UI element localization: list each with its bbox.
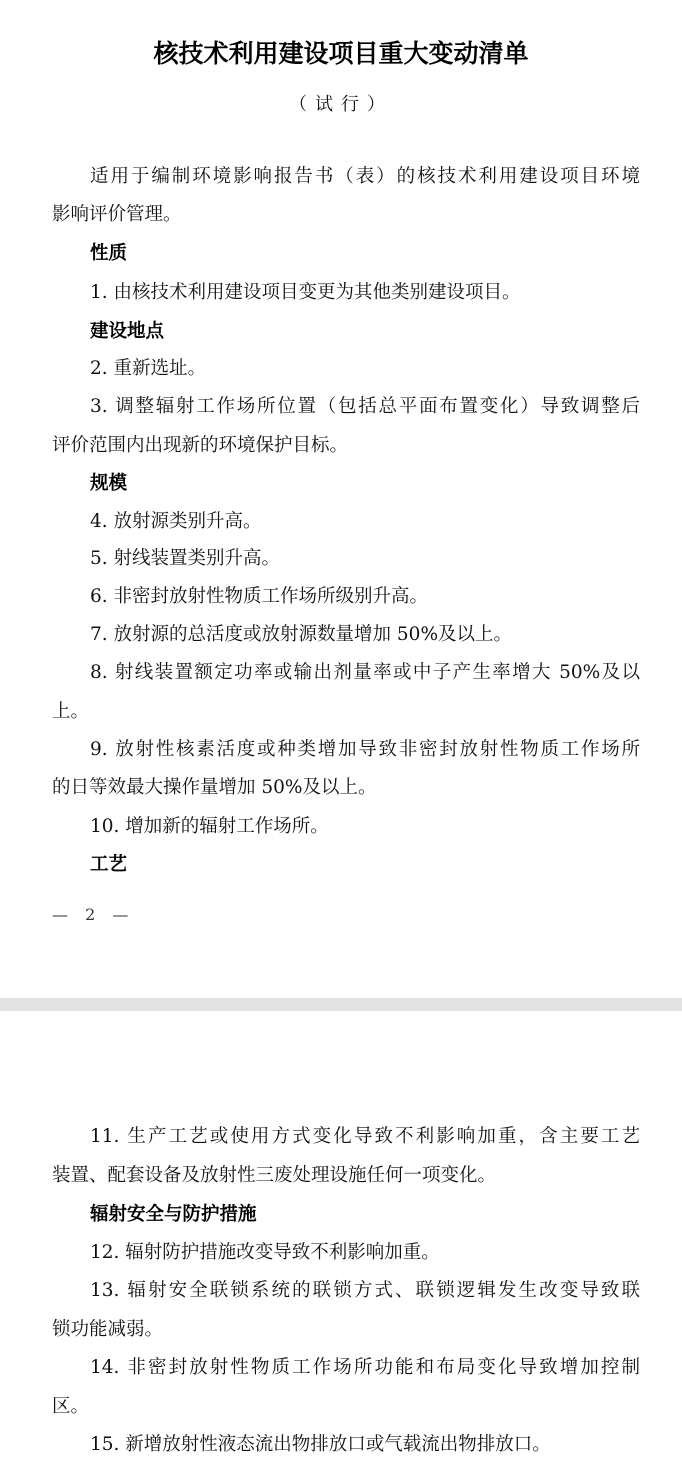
- list-item-9-line-2: 的日等效最大操作量增加 50%及以上。: [52, 777, 377, 798]
- section-heading-scale: 规模: [90, 473, 128, 494]
- list-item-7: 7. 放射源的总活度或放射源数量增加 50%及以上。: [90, 624, 513, 645]
- list-item-10: 10. 增加新的辐射工作场所。: [90, 816, 329, 837]
- list-item-11-line-1: 11. 生产工艺或使用方式变化导致不利影响加重，含主要工艺: [90, 1126, 640, 1147]
- list-item-13-line-1: 13. 辐射安全联锁系统的联锁方式、联锁逻辑发生改变导致联: [90, 1280, 640, 1301]
- list-item-14-line-1: 14. 非密封放射性物质工作场所功能和布局变化导致增加控制: [90, 1357, 640, 1378]
- document-subtitle: （试行）: [289, 94, 393, 115]
- list-item-8-line-1: 8. 射线装置额定功率或输出剂量率或中子产生率增大 50%及以: [90, 662, 640, 683]
- page-number: — 2 —: [52, 905, 135, 924]
- list-item-13-line-2: 锁功能减弱。: [52, 1319, 164, 1340]
- intro-paragraph-line-1: 适用于编制环境影响报告书（表）的核技术利用建设项目环境: [90, 166, 640, 187]
- list-item-14-line-2: 区。: [52, 1396, 90, 1417]
- document-page-2: [0, 1011, 682, 1469]
- document-title: 核技术利用建设项目重大变动清单: [153, 39, 529, 68]
- list-item-2: 2. 重新选址。: [90, 358, 207, 379]
- intro-paragraph-line-2: 影响评价管理。: [52, 204, 182, 225]
- list-item-11-line-2: 装置、配套设备及放射性三废处理设施任何一项变化。: [52, 1165, 497, 1186]
- section-heading-location: 建设地点: [90, 321, 165, 342]
- section-heading-safety: 辐射安全与防护措施: [90, 1204, 257, 1225]
- list-item-5: 5. 射线装置类别升高。: [90, 548, 281, 569]
- list-item-6: 6. 非密封放射性物质工作场所级别升高。: [90, 586, 429, 607]
- list-item-12: 12. 辐射防护措施改变导致不利影响加重。: [90, 1242, 440, 1263]
- list-item-3-line-2: 评价范围内出现新的环境保护目标。: [52, 435, 349, 456]
- list-item-3-line-1: 3. 调整辐射工作场所位置（包括总平面布置变化）导致调整后: [90, 396, 640, 417]
- page-separator: [0, 998, 682, 1011]
- list-item-9-line-1: 9. 放射性核素活度或种类增加导致非密封放射性物质工作场所: [90, 739, 640, 760]
- section-heading-process: 工艺: [90, 854, 128, 875]
- section-heading-nature: 性质: [90, 243, 128, 264]
- list-item-15: 15. 新增放射性液态流出物排放口或气载流出物排放口。: [90, 1434, 551, 1455]
- list-item-4: 4. 放射源类别升高。: [90, 511, 262, 532]
- list-item-1: 1. 由核技术利用建设项目变更为其他类别建设项目。: [90, 282, 521, 303]
- list-item-8-line-2: 上。: [52, 701, 90, 722]
